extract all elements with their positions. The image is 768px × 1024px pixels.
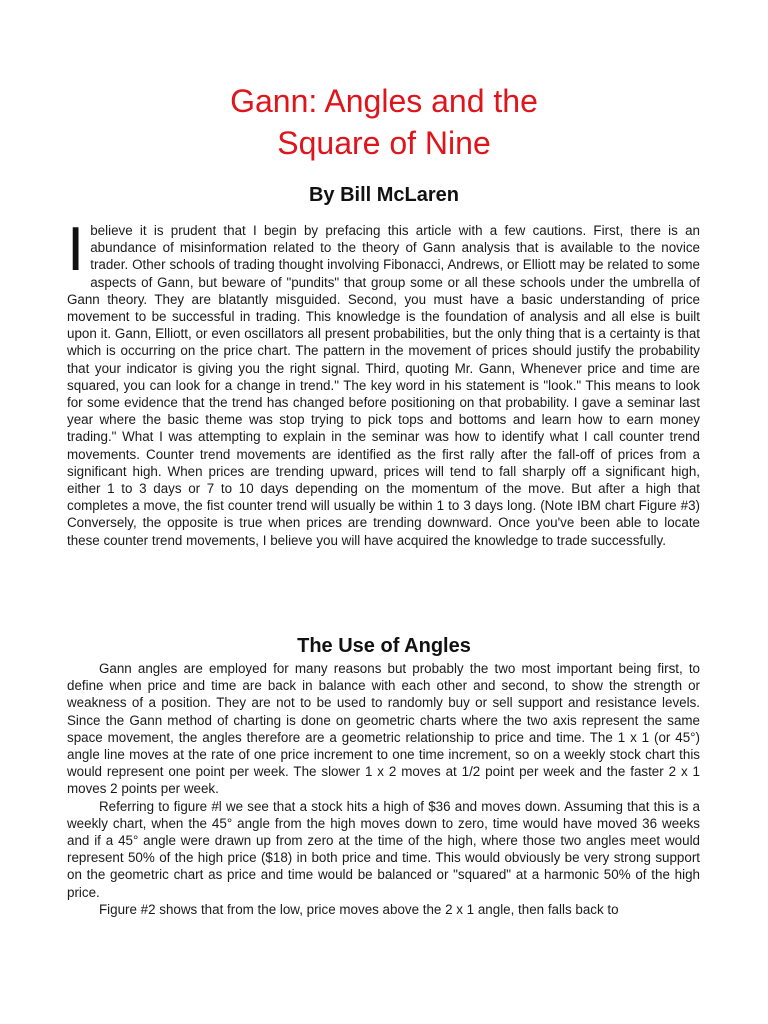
intro-paragraph-text: believe it is prudent that I begin by prefacing this article with a few cautions. First, there is an abundance of misinformation related to the theory of Gann analysis that is available to the novice trader. Other schools of trading thought involving Fibonacci, Andrews, or Elliott may be related to some aspects of Gann, but beware of "pundits" that group some or all these schools under the umbrella of Gann theory. They are blatantly misguided. Second, you must have a basic understanding of price movement to be successful in trading. This knowledge is the foundation of analysis and all else is built upon it. Gann, Elliott, or even oscillators all present probabilities, but the only thing that is a certainty is that which is occurring on the price chart. The pattern in the movement of prices should justify the probability that your indicator is giving you the right signal. Third, quoting Mr. Gann, Whenever price and time are squared, you can look for a change in trend." The key word in his statement is "look." This means to look for some evidence that the trend has changed before positioning on that probability. I gave a seminar last year where the basic theme was stop trying to pick tops and bottoms and learn how to earn money trading." What I was attempting to explain in the seminar was how to identify what I call counter trend movements. Counter trend movements are identified as the first rally after the fall-off of prices from a significant high. When prices are trending upward, prices will tend to fall sharply off a significant high, either 1 to 3 days or 7 to 10 days depending on the momentum of the move. But after a high that completes a move, the fist counter trend will usually be within 1 to 3 days long. (Note IBM chart Figure #3) Conversely, the opposite is true when prices are trending downward. Once you've been able to locate these counter trend movements, I believe you will have acquired the knowledge to trade successfully. [67, 223, 700, 548]
intro-drop-cap: I [67, 215, 85, 284]
section-paragraph: Gann angles are employed for many reasons but probably the two most important being first, to define when price and time are back in balance with each other and second, to show the strength or weakness of a position. They are not to be used to randomly buy or sell support and resistance levels. Since the Gann method of charting is done on geometric charts where the two axis represent the same space movement, the angles therefore are a geometric relationship to price and time. The 1 x 1 (or 45°) angle line moves at the rate of one price increment to one time increment, so on a weekly stock chart this would represent one point per week. The slower 1 x 2 moves at 1/2 point per week and the faster 2 x 1 moves 2 points per week. [67, 661, 700, 797]
intro-paragraph [67, 215, 700, 549]
section-heading-use-of-angles: The Use of Angles [297, 635, 471, 657]
section-paragraph: Figure #2 shows that from the low, price moves above the 2 x 1 angle, then falls back to [99, 901, 619, 917]
article-title [0, 80, 768, 164]
section-paragraph: Referring to figure #l we see that a stock hits a high of $36 and moves down. Assuming that this is a weekly chart, when the 45° angle from the high moves down to zero, time would have moved 36 weeks and if a 45° angle were drawn up from zero at the time of the high, where those two angles meet would represent 50% of the high price ($18) in both price and time. This would obviously be very strong support on the geometric chart as price and time would be balanced or "squared" at a harmonic 50% of the high price. [67, 798, 700, 900]
article-title-line-2: Square of Nine [277, 125, 491, 161]
article-title-line-1: Gann: Angles and the [230, 83, 538, 119]
article-byline: By Bill McLaren [308, 184, 460, 206]
section-body-use-of-angles [67, 660, 700, 918]
